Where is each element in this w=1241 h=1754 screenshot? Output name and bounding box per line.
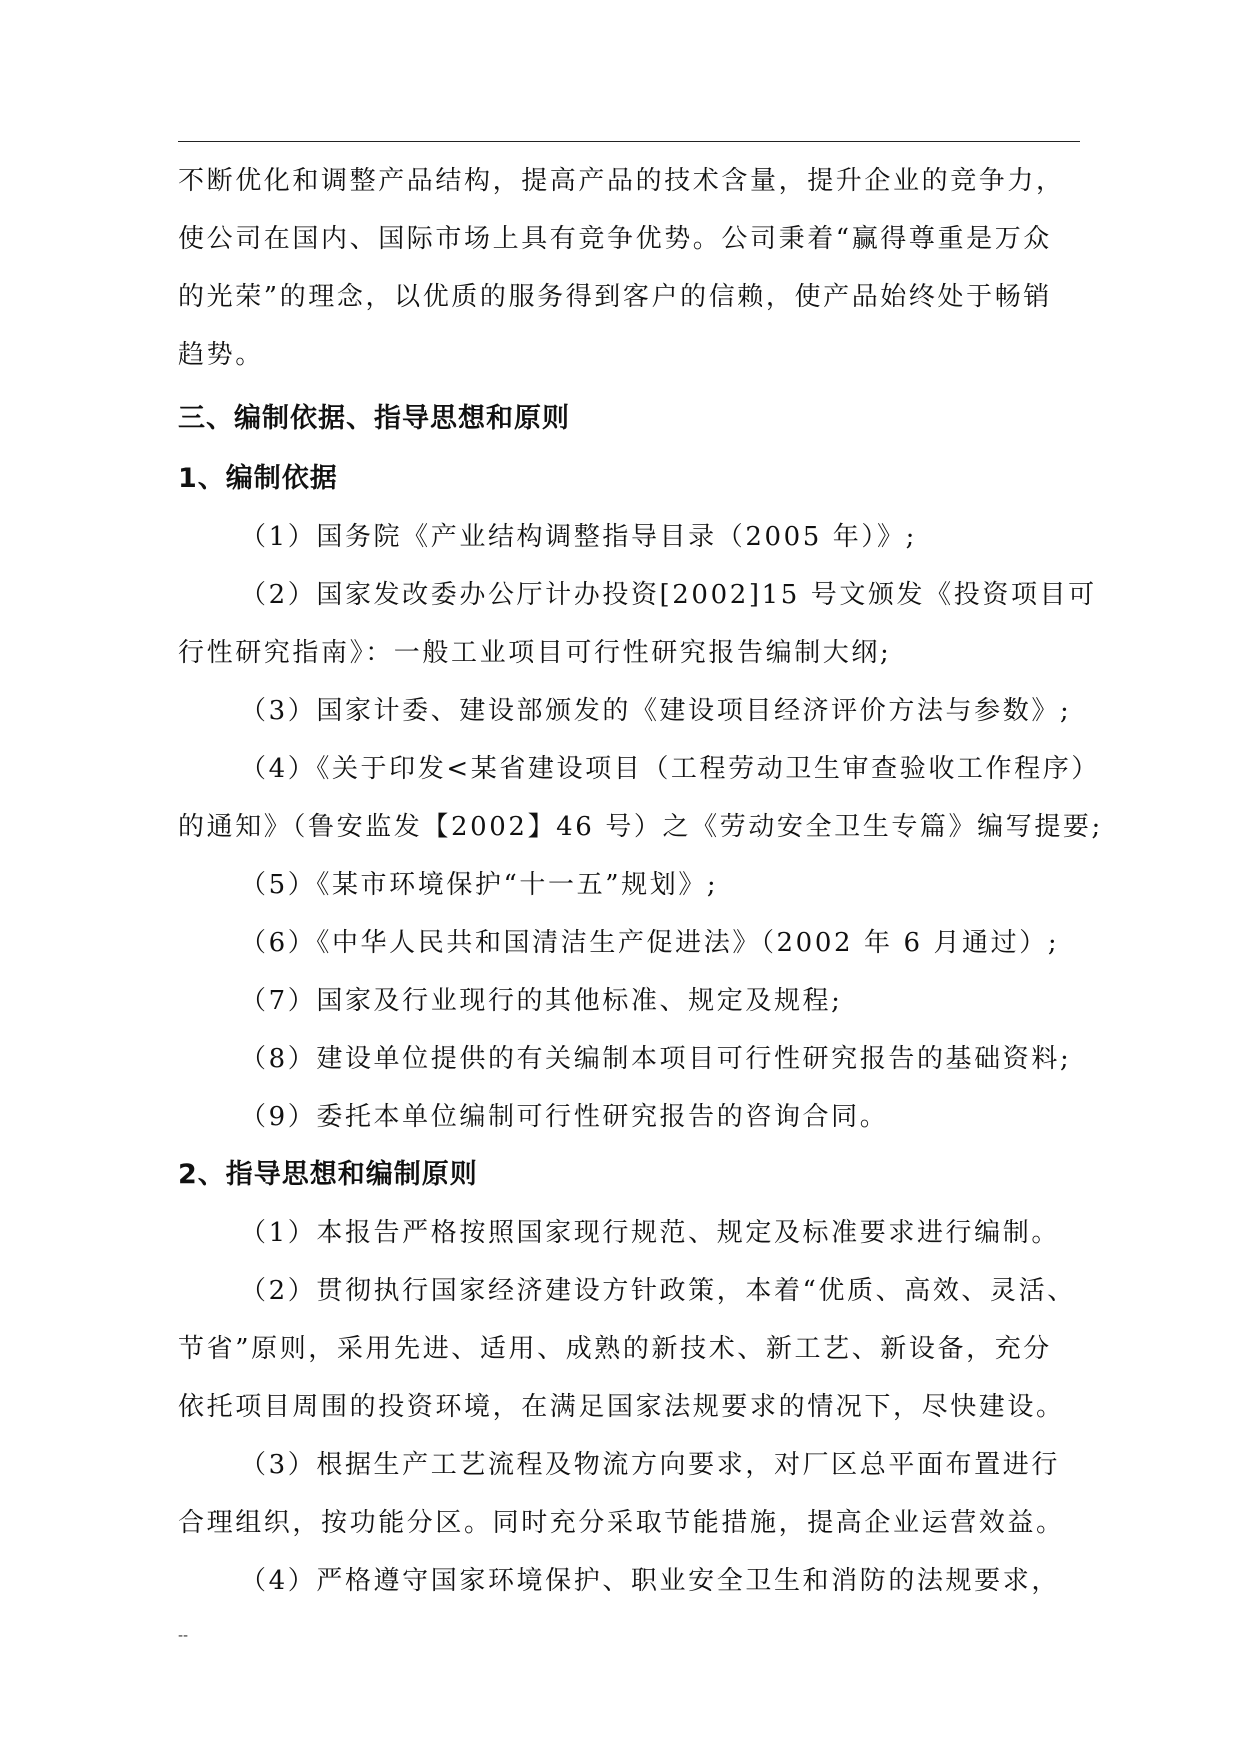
- list-item: （3）根据生产工艺流程及物流方向要求，对厂区总平面布置进行: [240, 1450, 1060, 1480]
- list-item: （6）《中华人民共和国清洁生产促进法》（2002 年 6 月通过）;: [240, 928, 1060, 958]
- list-item: （8）建设单位提供的有关编制本项目可行性研究报告的基础资料;: [240, 1044, 1072, 1074]
- list-item-continuation: 的通知》（鲁安监发【2002】46 号）之《劳动安全卫生专篇》编写提要;: [178, 812, 1103, 842]
- footer-mark: --: [178, 1628, 189, 1644]
- text-line: 趋势。: [178, 340, 264, 370]
- list-item: （2）国家发改委办公厅计办投资[2002]15 号文颁发《投资项目可: [240, 580, 1097, 610]
- list-item: （4）严格遵守国家环境保护、职业安全卫生和消防的法规要求，: [240, 1566, 1060, 1596]
- header-rule: [178, 141, 1080, 142]
- principles-list: [178, 1204, 1080, 1610]
- list-item: （4）《关于印发<某省建设项目（工程劳动卫生审查验收工作程序）: [240, 754, 1100, 784]
- list-item: （1）本报告严格按照国家现行规范、规定及标准要求进行编制。: [240, 1218, 1060, 1248]
- list-item: （7）国家及行业现行的其他标准、规定及规程;: [240, 986, 843, 1016]
- list-item-continuation: 依托项目周围的投资环境，在满足国家法规要求的情况下，尽快建设。: [178, 1392, 1065, 1422]
- list-item: （1）国务院《产业结构调整指导目录（2005 年）》;: [240, 522, 917, 552]
- list-item: （5）《某市环境保护“十一五”规划》;: [240, 870, 719, 900]
- list-item-continuation: 节省”原则，采用先进、适用、成熟的新技术、新工艺、新设备，充分: [178, 1334, 1052, 1364]
- list-item-continuation: 合理组织，按功能分区。同时充分采取节能措施，提高企业运营效益。: [178, 1508, 1065, 1538]
- subsection-heading: 2、指导思想和编制原则: [178, 1159, 478, 1190]
- intro-paragraph: [178, 152, 1080, 384]
- document-body: [178, 152, 1103, 1610]
- list-item: （2）贯彻执行国家经济建设方针政策，本着“优质、高效、灵活、: [240, 1276, 1076, 1306]
- section-heading: 三、编制依据、指导思想和原则: [178, 403, 570, 434]
- list-item: （3）国家计委、建设部颁发的《建设项目经济评价方法与参数》;: [240, 696, 1072, 726]
- text-line: 的光荣”的理念，以优质的服务得到客户的信赖，使产品始终处于畅销: [178, 282, 1052, 312]
- subsection-heading: 1、编制依据: [178, 463, 338, 494]
- text-line: 使公司在国内、国际市场上具有竞争优势。公司秉着“赢得尊重是万众: [178, 224, 1052, 254]
- basis-list: [178, 508, 1103, 1146]
- text-line: 不断优化和调整产品结构，提高产品的技术含量，提升企业的竞争力，: [178, 166, 1065, 196]
- list-item: （9）委托本单位编制可行性研究报告的咨询合同。: [240, 1102, 889, 1132]
- list-item-continuation: 行性研究指南》：一般工业项目可行性研究报告编制大纲;: [178, 638, 892, 668]
